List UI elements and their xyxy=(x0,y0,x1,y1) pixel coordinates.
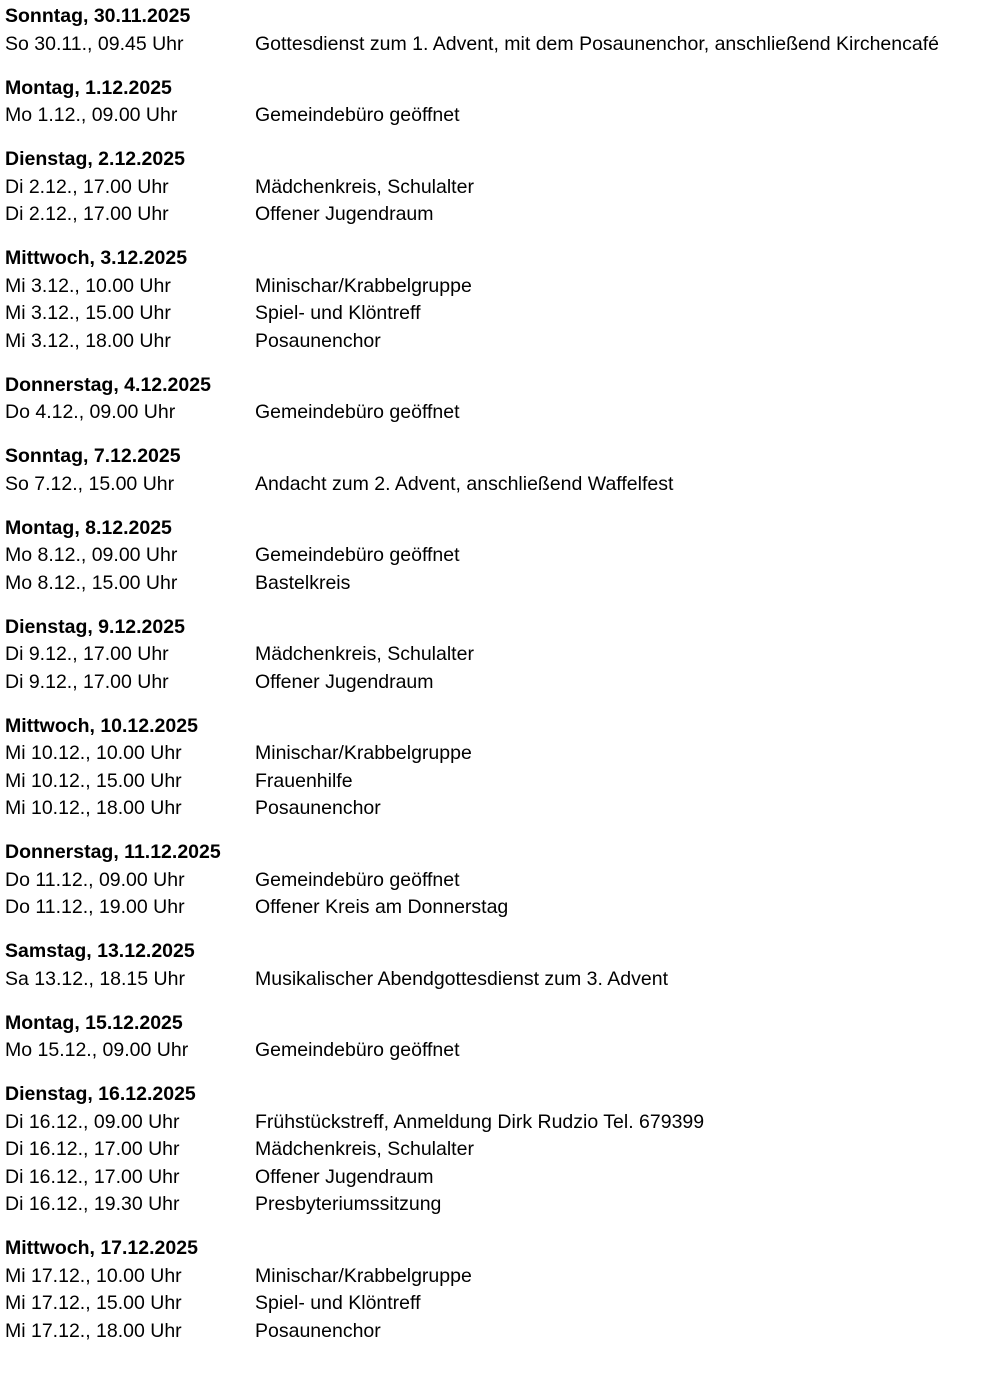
event-description: Gemeindebüro geöffnet xyxy=(255,544,460,566)
event-description: Posaunenchor xyxy=(255,1319,381,1342)
event-time: Mi 10.12., 18.00 Uhr xyxy=(5,797,182,819)
day-section xyxy=(5,3,990,58)
day-heading: Sonntag, 7.12.2025 xyxy=(5,445,181,467)
event-time: Mi 17.12., 10.00 Uhr xyxy=(5,1264,182,1287)
day-section xyxy=(5,245,990,355)
event-row xyxy=(5,201,990,229)
day-heading: Dienstag, 9.12.2025 xyxy=(5,615,185,638)
event-description: Gemeindebüro geöffnet xyxy=(255,401,460,423)
event-description: Andacht zum 2. Advent, anschließend Waffelfest xyxy=(255,472,674,495)
event-row xyxy=(5,768,990,796)
day-section xyxy=(5,1010,990,1065)
event-time: Mi 17.12., 18.00 Uhr xyxy=(5,1319,182,1342)
event-row xyxy=(5,471,990,499)
event-time: Di 16.12., 09.00 Uhr xyxy=(5,1110,180,1133)
event-time: So 7.12., 15.00 Uhr xyxy=(5,472,175,495)
day-section xyxy=(5,938,990,993)
event-description: Frühstückstreff, Anmeldung Dirk Rudzio Tel. 679399 xyxy=(255,1110,705,1133)
event-description: Bastelkreis xyxy=(255,571,351,594)
event-description: Minischar/Krabbelgruppe xyxy=(255,742,472,764)
event-row xyxy=(5,740,990,768)
event-description: Frauenhilfe xyxy=(255,769,353,792)
event-description: Spiel- und Klöntreff xyxy=(255,1292,421,1314)
event-description: Musikalischer Abendgottesdienst zum 3. Advent xyxy=(255,967,668,990)
event-description: Gemeindebüro geöffnet xyxy=(255,104,460,126)
day-heading: Dienstag, 2.12.2025 xyxy=(5,148,185,170)
day-heading: Mittwoch, 3.12.2025 xyxy=(5,247,188,269)
event-description: Gemeindebüro geöffnet xyxy=(255,868,460,891)
event-time: Di 2.12., 17.00 Uhr xyxy=(5,175,169,198)
event-description: Mädchenkreis, Schulalter xyxy=(255,643,474,665)
event-description: Offener Jugendraum xyxy=(255,670,434,693)
event-description: Mädchenkreis, Schulalter xyxy=(255,1138,474,1160)
day-heading: Donnerstag, 11.12.2025 xyxy=(5,841,221,863)
event-description: Presbyteriumssitzung xyxy=(255,1193,442,1215)
event-row xyxy=(5,669,990,697)
day-section xyxy=(5,839,990,922)
event-time: Mi 10.12., 10.00 Uhr xyxy=(5,742,182,764)
event-time: Di 9.12., 17.00 Uhr xyxy=(5,670,169,693)
event-description: Offener Jugendraum xyxy=(255,203,434,225)
event-description: Posaunenchor xyxy=(255,797,381,819)
event-description: Offener Jugendraum xyxy=(255,1165,434,1188)
day-section xyxy=(5,614,990,697)
day-heading: Dienstag, 16.12.2025 xyxy=(5,1083,196,1105)
event-description: Spiel- und Klöntreff xyxy=(255,302,421,324)
day-heading: Sonntag, 30.11.2025 xyxy=(5,5,191,27)
event-time: Di 16.12., 17.00 Uhr xyxy=(5,1165,180,1188)
event-row xyxy=(5,174,990,202)
event-time: Sa 13.12., 18.15 Uhr xyxy=(5,967,185,990)
event-row xyxy=(5,542,990,570)
event-row xyxy=(5,102,990,130)
event-time: Mi 17.12., 15.00 Uhr xyxy=(5,1292,182,1314)
event-time: Mi 3.12., 10.00 Uhr xyxy=(5,274,171,297)
event-row xyxy=(5,867,990,895)
day-section xyxy=(5,146,990,229)
day-section xyxy=(5,443,990,498)
day-section xyxy=(5,1235,990,1345)
event-time: Mi 3.12., 18.00 Uhr xyxy=(5,329,171,352)
day-heading: Montag, 15.12.2025 xyxy=(5,1011,183,1034)
event-row xyxy=(5,1191,990,1219)
event-time: Mo 1.12., 09.00 Uhr xyxy=(5,104,178,126)
event-time: Di 2.12., 17.00 Uhr xyxy=(5,203,169,225)
event-row xyxy=(5,570,990,598)
day-heading: Samstag, 13.12.2025 xyxy=(5,940,195,962)
event-description: Gottesdienst zum 1. Advent, mit dem Posaunenchor, anschließend Kirchencafé xyxy=(255,32,939,55)
event-row xyxy=(5,1109,990,1137)
day-heading: Montag, 1.12.2025 xyxy=(5,76,172,99)
event-time: Do 11.12., 19.00 Uhr xyxy=(5,896,185,918)
event-time: Mi 3.12., 15.00 Uhr xyxy=(5,302,171,324)
day-section xyxy=(5,372,990,427)
event-time: Di 16.12., 19.30 Uhr xyxy=(5,1193,180,1215)
event-row xyxy=(5,328,990,356)
event-time: Do 4.12., 09.00 Uhr xyxy=(5,401,176,423)
event-row xyxy=(5,1037,990,1065)
event-row xyxy=(5,966,990,994)
event-time: Di 16.12., 17.00 Uhr xyxy=(5,1138,180,1160)
day-section xyxy=(5,75,990,130)
event-description: Minischar/Krabbelgruppe xyxy=(255,1264,472,1287)
event-time: So 30.11., 09.45 Uhr xyxy=(5,32,184,55)
day-section xyxy=(5,713,990,823)
day-heading: Mittwoch, 10.12.2025 xyxy=(5,714,198,737)
event-row xyxy=(5,1263,990,1291)
event-time: Mo 8.12., 15.00 Uhr xyxy=(5,571,178,594)
event-row xyxy=(5,1318,990,1346)
event-row xyxy=(5,641,990,669)
day-heading: Donnerstag, 4.12.2025 xyxy=(5,373,211,396)
event-row xyxy=(5,894,990,922)
event-description: Minischar/Krabbelgruppe xyxy=(255,274,472,297)
event-row xyxy=(5,31,990,59)
event-row xyxy=(5,795,990,823)
event-row xyxy=(5,273,990,301)
day-section xyxy=(5,515,990,598)
event-description: Posaunenchor xyxy=(255,329,381,352)
event-time: Di 9.12., 17.00 Uhr xyxy=(5,643,169,665)
event-row xyxy=(5,1164,990,1192)
day-section xyxy=(5,1081,990,1219)
event-time: Mo 8.12., 09.00 Uhr xyxy=(5,544,178,566)
event-time: Do 11.12., 09.00 Uhr xyxy=(5,868,185,891)
event-row xyxy=(5,399,990,427)
event-row xyxy=(5,1290,990,1318)
event-description: Gemeindebüro geöffnet xyxy=(255,1039,460,1061)
event-row xyxy=(5,1136,990,1164)
event-description: Mädchenkreis, Schulalter xyxy=(255,175,474,198)
event-description: Offener Kreis am Donnerstag xyxy=(255,896,509,918)
event-time: Mo 15.12., 09.00 Uhr xyxy=(5,1039,189,1061)
day-heading: Mittwoch, 17.12.2025 xyxy=(5,1237,198,1259)
day-heading: Montag, 8.12.2025 xyxy=(5,516,172,539)
event-time: Mi 10.12., 15.00 Uhr xyxy=(5,769,182,792)
event-row xyxy=(5,300,990,328)
